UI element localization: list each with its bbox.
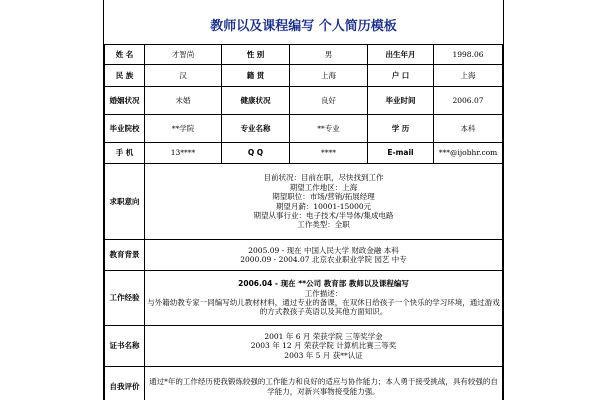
certificates-content (145, 326, 503, 367)
certificate-line: 2003 年 12 月 荣获学院 计算机比赛三等奖 (250, 341, 397, 351)
value-qq: **** (290, 143, 368, 164)
work-desc-label: 工作描述： (304, 288, 343, 298)
self-eval-content (145, 367, 503, 400)
row-education (105, 240, 503, 271)
row-work (105, 271, 503, 326)
label-major: 专业名称 (222, 115, 290, 143)
self-eval-text: 通过*年的工作经历使我锻炼较强的工作能力和良好的适应与协作能力；本人勇于接受挑战，具有较强的自学能力，对新兴事物接受能力强。 (149, 377, 498, 396)
value-grad-time: 2006.07 (434, 87, 503, 115)
value-degree: 本科 (434, 115, 503, 143)
row-self-eval (105, 367, 503, 400)
label-birth: 出生年月 (368, 45, 434, 65)
intent-line: 目前状况：目前在职，尽快找到工作 (263, 173, 384, 183)
resume-title: 教师以及课程编写 个人简历模板 (210, 19, 397, 34)
row-name (105, 45, 503, 65)
label-gender: 性 别 (222, 45, 290, 65)
resume-table (104, 44, 503, 400)
label-native-place: 籍 贯 (222, 65, 290, 87)
certificate-line: 2001 年 6 月 荣获学院 三等奖学金 (264, 331, 383, 341)
work-desc: 与外籍幼教专家一同编写幼儿教材材料，通过专业的备课，在双休日给孩子一个快乐的学习环境，通过游戏的方式教孩子英语以及其他方面知识。 (147, 298, 500, 317)
row-certificates (105, 326, 503, 367)
intent-line: 期望工作地区：上海 (289, 182, 358, 192)
education-line: 2000.09 - 2004.07 北京农业职业学院 园艺 中专 (240, 255, 407, 264)
value-birth: 1998.06 (434, 45, 503, 65)
value-health: 良好 (290, 87, 368, 115)
label-qq: Q Q (222, 143, 290, 164)
intent-line: 工作类型：全职 (297, 220, 350, 230)
value-ethnicity: 汉 (145, 65, 222, 87)
value-native-place: 上海 (290, 65, 368, 87)
value-school: **学院 (145, 115, 222, 143)
value-major: **专业 (290, 115, 368, 143)
intent-line: 期望职位：市场/营销/拓展经理 (272, 192, 375, 202)
education-line: 2005.09 - 现在 中国人民大学 财政金融 本科 (248, 245, 399, 255)
label-email: E-mail (368, 143, 434, 164)
job-intent-content (145, 164, 503, 240)
label-self-eval: 自我评价 (105, 367, 145, 400)
label-job-intent: 求职意向 (105, 164, 145, 240)
label-school: 毕业院校 (105, 115, 145, 143)
row-marital (105, 87, 503, 115)
value-gender: 男 (290, 45, 368, 65)
intent-line: 期望月薪：10001-15000元 (275, 201, 372, 211)
label-degree: 学 历 (368, 115, 434, 143)
label-phone: 手 机 (105, 143, 145, 164)
label-work: 工作经验 (105, 271, 145, 326)
work-content (145, 271, 503, 326)
label-name: 姓 名 (105, 45, 145, 65)
education-content (145, 240, 503, 271)
value-hukou: 上海 (434, 65, 503, 87)
label-ethnicity: 民 族 (105, 65, 145, 87)
row-contact (105, 143, 503, 164)
certificate-line: 2003 年 5 月 获**认证 (284, 350, 363, 360)
value-name: 才智尚 (145, 45, 222, 65)
value-marital: 未婚 (145, 87, 222, 115)
row-ethnicity (105, 65, 503, 87)
resume-document (103, 0, 504, 400)
work-head: 2006.04 - 现在 **公司 教育部 教师以及课程编写 (238, 279, 409, 289)
label-marital: 婚姻状况 (105, 87, 145, 115)
label-hukou: 户 口 (368, 65, 434, 87)
value-phone: 13**** (145, 143, 222, 164)
intent-line: 期望从事行业：电子技术/半导体/集成电路 (253, 210, 394, 220)
value-email: ***@ijobhr.com (434, 143, 503, 164)
row-job-intent (105, 164, 503, 240)
label-health: 健康状况 (222, 87, 290, 115)
label-grad-time: 毕业时间 (368, 87, 434, 115)
label-certificates: 证书名称 (105, 326, 145, 367)
row-school (105, 115, 503, 143)
label-education: 教育背景 (105, 240, 145, 271)
